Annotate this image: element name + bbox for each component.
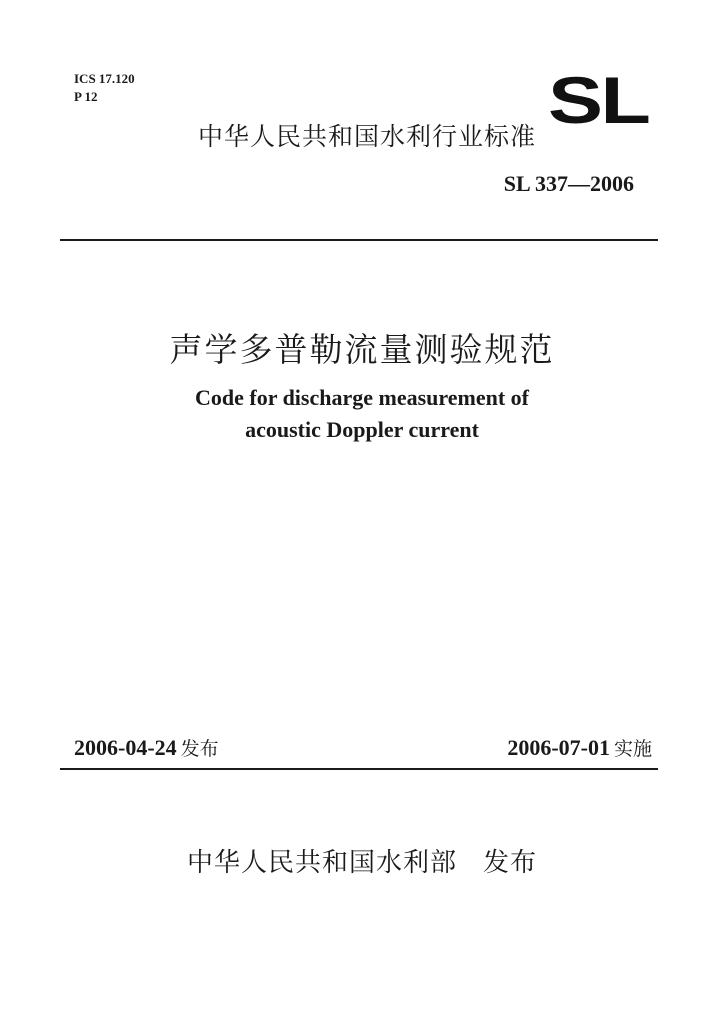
bottom-divider [60, 768, 658, 770]
document-title-chinese: 声学多普勒流量测验规范 [169, 330, 555, 369]
sl-logo: SL [548, 63, 649, 137]
publisher-name: 中华人民共和国水利部 [186, 848, 457, 878]
effective-date: 2006-07-01 [507, 735, 610, 760]
english-title-line-2: acoustic Doppler current [245, 417, 479, 442]
issue-label: 发布 [180, 738, 219, 760]
publisher-action: 发布 [483, 848, 538, 878]
standard-category-title: 中华人民共和国水利行业标准 [198, 122, 537, 151]
issue-date-block [74, 734, 219, 763]
publisher-line [0, 845, 724, 881]
english-title-line-1: Code for discharge measurement of [194, 385, 530, 410]
top-divider [60, 239, 658, 241]
issue-date: 2006-04-24 [74, 735, 177, 760]
standard-number: SL 337—2006 [503, 171, 634, 196]
ics-code-block [74, 70, 135, 106]
ics-code: ICS 17.120 [74, 71, 135, 86]
document-title-english [0, 382, 724, 446]
effective-label: 实施 [613, 738, 652, 760]
effective-date-block [507, 734, 652, 763]
classification-code: P 12 [74, 89, 98, 104]
